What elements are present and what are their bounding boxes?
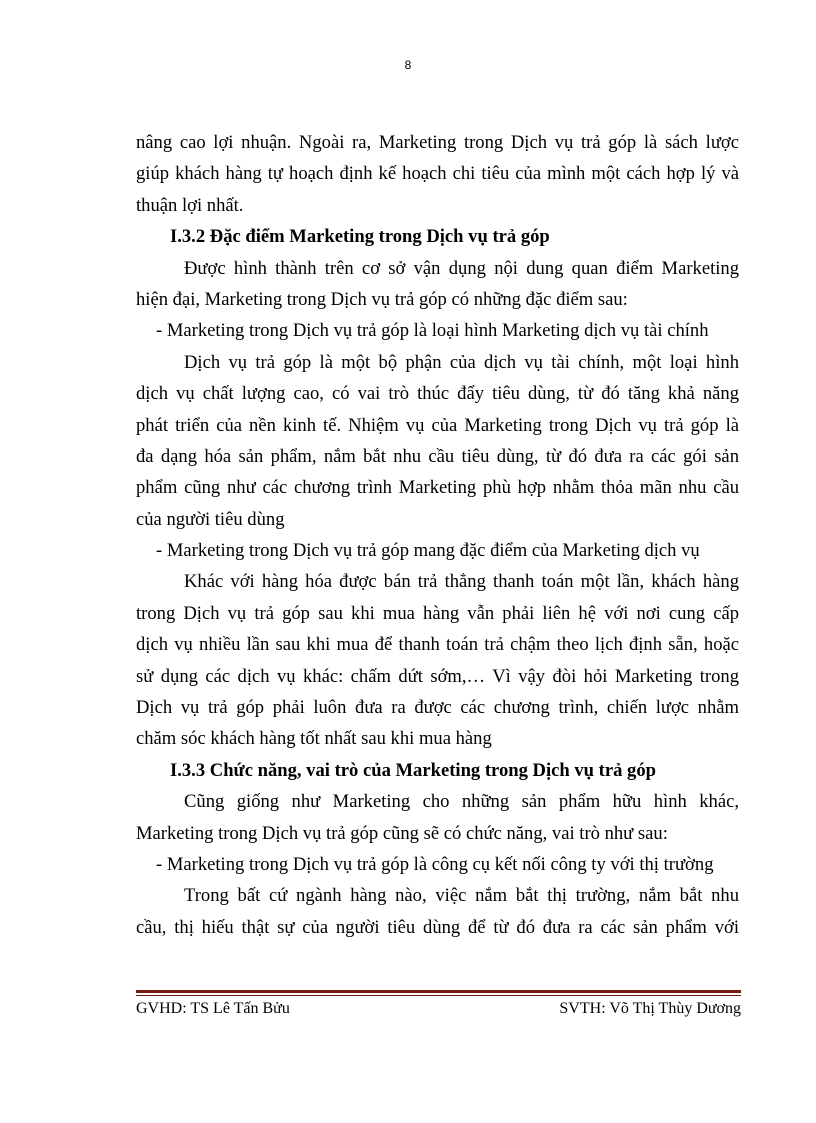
footer-divider-thin [136, 995, 741, 996]
paragraph-line: của người tiêu dùng [136, 508, 285, 530]
paragraph-line: thuận lợi nhất. [136, 194, 244, 216]
paragraph-line: Trong bất cứ ngành hàng nào, việc nắm bắt thị trường, nắm bắt nhu [184, 885, 739, 907]
footer-student: SVTH: Võ Thị Thùy Dương [559, 1000, 741, 1017]
footer-advisor: GVHD: TS Lê Tấn Bửu [136, 1000, 290, 1017]
paragraph-line: nâng cao lợi nhuận. Ngoài ra, Marketing trong Dịch vụ trả góp là sách lược [136, 132, 739, 153]
paragraph-line: dịch vụ chất lượng cao, có vai trò thúc đẩy tiêu dùng, từ đó tăng khả năng [136, 383, 739, 405]
bullet-line: - Marketing trong Dịch vụ trả góp là công cụ kết nối công ty với thị trường [156, 853, 714, 875]
page-number: 8 [404, 58, 412, 72]
paragraph-line: phát triển của nền kinh tế. Nhiệm vụ của Marketing trong Dịch vụ trả góp là [136, 414, 739, 436]
page-footer [136, 998, 741, 1020]
section-heading: I.3.3 Chức năng, vai trò của Marketing trong Dịch vụ trả góp [170, 759, 656, 781]
paragraph-line: Dịch vụ trả góp phải luôn đưa ra được các chương trình, chiến lược nhằm [136, 697, 739, 719]
paragraph-line: Cũng giống như Marketing cho những sản phẩm hữu hình khác, [184, 791, 739, 813]
body-text [136, 127, 739, 943]
paragraph-line: Được hình thành trên cơ sở vận dụng nội dung quan điểm Marketing [184, 257, 739, 279]
paragraph-line: giúp khách hàng tự hoạch định kế hoạch chi tiêu của mình một cách hợp lý và [136, 163, 739, 185]
paragraph-line: cầu, thị hiếu thật sự của người tiêu dùng để từ đó đưa ra các sản phẩm với [136, 916, 739, 938]
paragraph-line: Dịch vụ trả góp là một bộ phận của dịch vụ tài chính, một loại hình [184, 351, 739, 373]
paragraph-line: Marketing trong Dịch vụ trả góp cũng sẽ có chức năng, vai trò như sau: [136, 822, 668, 844]
paragraph-line: hiện đại, Marketing trong Dịch vụ trả góp có những đặc điểm sau: [136, 288, 628, 310]
paragraph-line: sử dụng các dịch vụ khác: chấm dứt sớm,… Vì vậy đòi hỏi Marketing trong [136, 665, 739, 687]
bullet-line: - Marketing trong Dịch vụ trả góp là loại hình Marketing dịch vụ tài chính [156, 320, 709, 342]
paragraph-line: đa dạng hóa sản phẩm, nắm bắt nhu cầu tiêu dùng, từ đó đưa ra các gói sản [136, 445, 739, 467]
paragraph-line: chăm sóc khách hàng tốt nhất sau khi mua hàng [136, 728, 492, 750]
footer-divider [136, 990, 741, 993]
paragraph-line: dịch vụ nhiều lần sau khi mua để thanh toán trả chậm theo lịch định sẵn, hoặc [136, 634, 739, 656]
section-heading: I.3.2 Đặc điểm Marketing trong Dịch vụ trả góp [170, 226, 550, 248]
paragraph-line: phẩm cũng như các chương trình Marketing phù hợp nhằm thỏa mãn nhu cầu [136, 477, 739, 499]
paragraph-line: Khác với hàng hóa được bán trả thẳng thanh toán một lần, khách hàng [184, 571, 739, 593]
bullet-line: - Marketing trong Dịch vụ trả góp mang đặc điểm của Marketing dịch vụ [156, 540, 700, 562]
paragraph-line: trong Dịch vụ trả góp sau khi mua hàng vẫn phải liên hệ với nơi cung cấp [136, 602, 739, 624]
